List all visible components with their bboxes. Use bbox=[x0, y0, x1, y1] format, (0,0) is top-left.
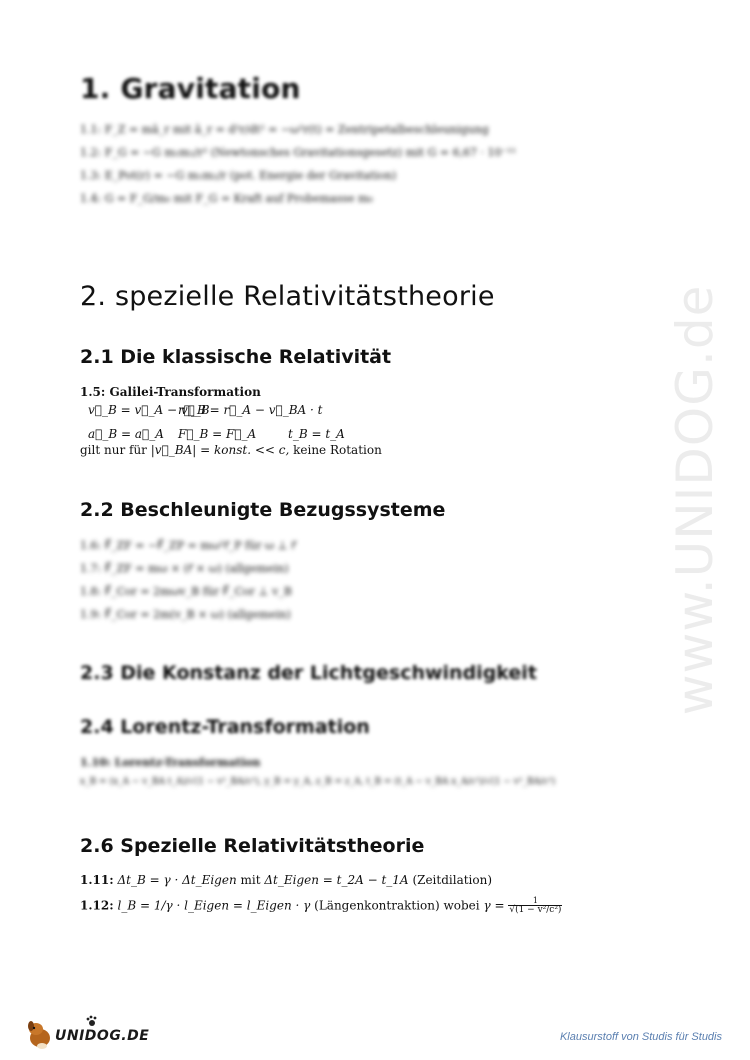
gamma-fraction: $\frac{1}{\text{√(1 − v²/c²)}}$ bbox=[509, 896, 562, 915]
galilei-force: F⃗_B = F⃗_A bbox=[178, 427, 257, 441]
galilei-time: t_B = t_A bbox=[288, 427, 345, 441]
formula-1-11-label: 1.11: bbox=[80, 873, 114, 887]
proper-time-expr: Δt_Eigen = t_2A − t_1A bbox=[264, 873, 409, 887]
galilei-note bbox=[80, 443, 382, 457]
subsection-2-6-title: 2.6 Spezielle Relativitätstheorie bbox=[80, 835, 425, 857]
formula-1-11 bbox=[80, 873, 492, 887]
section-2-title: 2. spezielle Relativitätstheorie bbox=[80, 281, 495, 312]
formula-1-12-label: 1.12: bbox=[80, 898, 114, 913]
section-1-title: 1. Gravitation bbox=[80, 72, 301, 105]
dog-icon bbox=[22, 1016, 58, 1052]
time-dilation-expr: Δt_B = γ · Δt_Eigen bbox=[117, 873, 237, 887]
subsection-2-3-title: 2.3 Die Konstanz der Lichtgeschwindigkeit bbox=[80, 662, 537, 684]
galilei-note-pre: gilt nur für bbox=[80, 443, 147, 457]
galilei-acceleration: a⃗_B = a⃗_A bbox=[88, 427, 164, 441]
galilei-note-post: keine Rotation bbox=[293, 443, 382, 457]
galilei-position: r⃗_B = r⃗_A − v⃗_BA · t bbox=[178, 403, 323, 417]
subsection-2-4-title: 2.4 Lorentz-Transformation bbox=[80, 716, 370, 738]
formula-1-12 bbox=[80, 897, 562, 915]
formula-1-4: 1.4: G = F_G/m₀ mit F_G = Kraft auf Probemasse m₀ bbox=[80, 192, 373, 205]
lorentz-formula: x_B = (x_A − v_BA t_A)/√(1 − v²_BA/c²), y_B = y_A, z_B = z_A, t_B = (t_A − v_BA x_A/c²)/√(1 − v²_BA/c²) bbox=[80, 777, 556, 787]
unidog-logo[interactable] bbox=[22, 1014, 152, 1054]
formula-1-7: 1.7: F⃗_ZF = mω × (r⃗ × ω) (allgemein) bbox=[80, 562, 289, 575]
formula-1-12-mid: (Längenkontraktion) wobei bbox=[314, 898, 480, 913]
watermark bbox=[640, 260, 750, 740]
logo-text: UNIDOG.DE bbox=[55, 1028, 150, 1044]
watermark-text: www.UNIDOG.de bbox=[666, 284, 724, 716]
subsection-2-2-title: 2.2 Beschleunigte Bezugssysteme bbox=[80, 499, 446, 521]
formula-1-6: 1.6: F⃗_ZF = −F⃗_ZP = mω²r⃗_P für ω ⊥ r⃗ bbox=[80, 539, 296, 552]
formula-1-9: 1.9: F⃗_Cor = 2m(v_B × ω) (allgemein) bbox=[80, 608, 291, 621]
length-contraction-expr: l_B = 1/γ · l_Eigen = l_Eigen · γ bbox=[117, 898, 311, 913]
lorentz-label: 1.10: Lorentz-Transformation bbox=[80, 756, 261, 769]
galilei-velocity: v⃗_B = v⃗_A − v⃗_B bbox=[88, 403, 210, 417]
formula-1-8: 1.8: F⃗_Cor = 2mωv_B für F⃗_Cor ⊥ v_B bbox=[80, 585, 292, 598]
formula-1-1: 1.1: F_Z = mā_r mit ā_r = d²r/dt² = −ω²r(t) = Zentripetalbeschleunigung bbox=[80, 123, 489, 136]
formula-1-2: 1.2: F_G = −G m₁m₂/r² (Newtonsches Gravitationsgesetz) mit G = 6,67 · 10⁻¹¹ bbox=[80, 146, 517, 159]
galilei-note-math: |v⃗_BA| = konst. << c, bbox=[150, 443, 290, 457]
formula-1-11-mid: mit bbox=[240, 873, 261, 887]
galilei-label: 1.5: Galilei-Transformation bbox=[80, 385, 261, 399]
formula-1-11-post: (Zeitdilation) bbox=[412, 873, 493, 887]
gamma-expr: γ = bbox=[483, 898, 505, 913]
formula-1-3: 1.3: E_Pot(r) = −G m₁m₂/r (pot. Energie der Gravitation) bbox=[80, 169, 397, 182]
footer-tagline: Klausurstoff von Studis für Studis bbox=[559, 1031, 722, 1043]
subsection-2-1-title: 2.1 Die klassische Relativität bbox=[80, 346, 392, 368]
paw-icon bbox=[86, 1015, 98, 1027]
